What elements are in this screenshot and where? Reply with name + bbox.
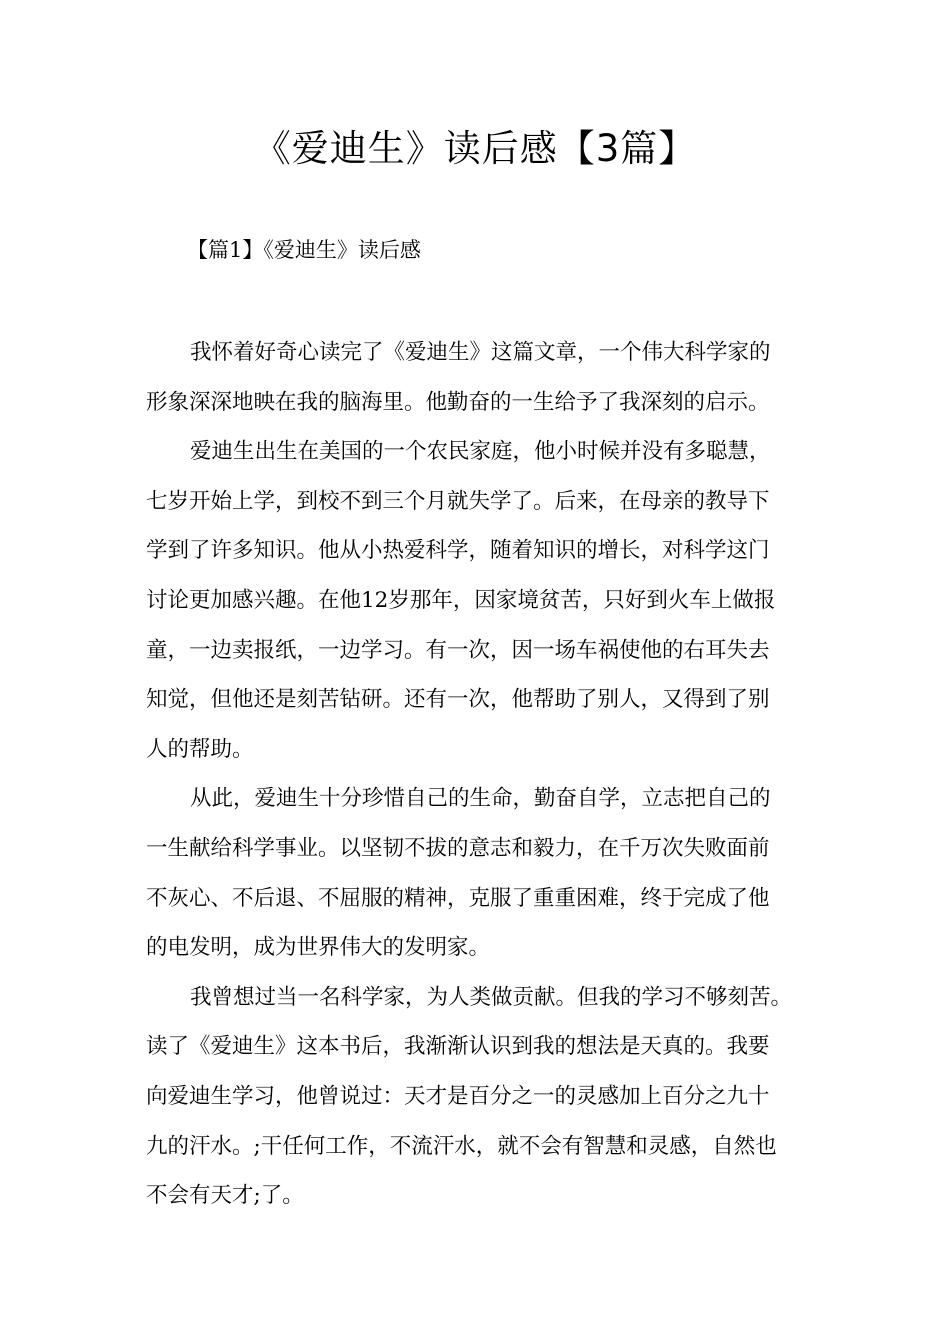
paragraph-line: 童，一边卖报纸，一边学习。有一次，因一场车祸使他的右耳失去 (146, 637, 770, 663)
paragraph (146, 973, 836, 1221)
paragraph-line: 一生献给科学事业。以坚韧不拔的意志和毅力，在千万次失败面前 (146, 835, 770, 861)
paragraph-line: 学到了许多知识。他从小热爱科学，随着知识的增长，对科学这门 (146, 538, 770, 564)
paragraph-line: 不灰心、不后退、不屈服的精神，克服了重重困难，终于完成了他 (146, 885, 770, 911)
paragraph-line: 从此，爱迪生十分珍惜自己的生命，勤奋自学，立志把自己的 (190, 786, 771, 812)
paragraph-line: 人的帮助。 (146, 736, 254, 762)
paragraph (146, 427, 836, 774)
paragraph (146, 328, 836, 427)
paragraph-line: 讨论更加感兴趣。在他12岁那年，因家境贫苦，只好到火车上做报 (146, 587, 776, 613)
paragraph-line: 不会有天才;了。 (146, 1183, 304, 1209)
paragraph-line: 爱迪生出生在美国的一个农民家庭，他小时候并没有多聪慧， (190, 439, 771, 465)
paragraph-line: 我怀着好奇心读完了《爱迪生》这篇文章，一个伟大科学家的 (190, 340, 771, 365)
document-title: 《爱迪生》读后感【3篇】 (253, 127, 697, 170)
paragraph-line: 形象深深地映在我的脑海里。他勤奋的一生给予了我深刻的启示。 (146, 389, 770, 415)
paragraph-line: 九的汗水。;干任何工作，不流汗水，就不会有智慧和灵感，自然也 (146, 1133, 777, 1159)
paragraph-line: 我曾想过当一名科学家，为人类做贡献。但我的学习不够刻苦。 (190, 984, 793, 1010)
paragraph-line: 读了《爱迪生》这本书后，我渐渐认识到我的想法是天真的。我要 (146, 1034, 770, 1060)
paragraph (146, 774, 836, 972)
paragraph-line: 七岁开始上学，到校不到三个月就失学了。后来，在母亲的教导下 (146, 488, 770, 514)
paragraph-line: 的电发明，成为世界伟大的发明家。 (146, 935, 491, 961)
document-body (146, 328, 836, 1221)
paragraph-line: 知觉，但他还是刻苦钻研。还有一次，他帮助了别人，又得到了别 (146, 687, 770, 713)
paragraph-line: 向爱迪生学习，他曾说过：天才是百分之一的灵感加上百分之九十 (146, 1083, 770, 1109)
section-heading: 【篇1】《爱迪生》读后感 (187, 238, 421, 262)
